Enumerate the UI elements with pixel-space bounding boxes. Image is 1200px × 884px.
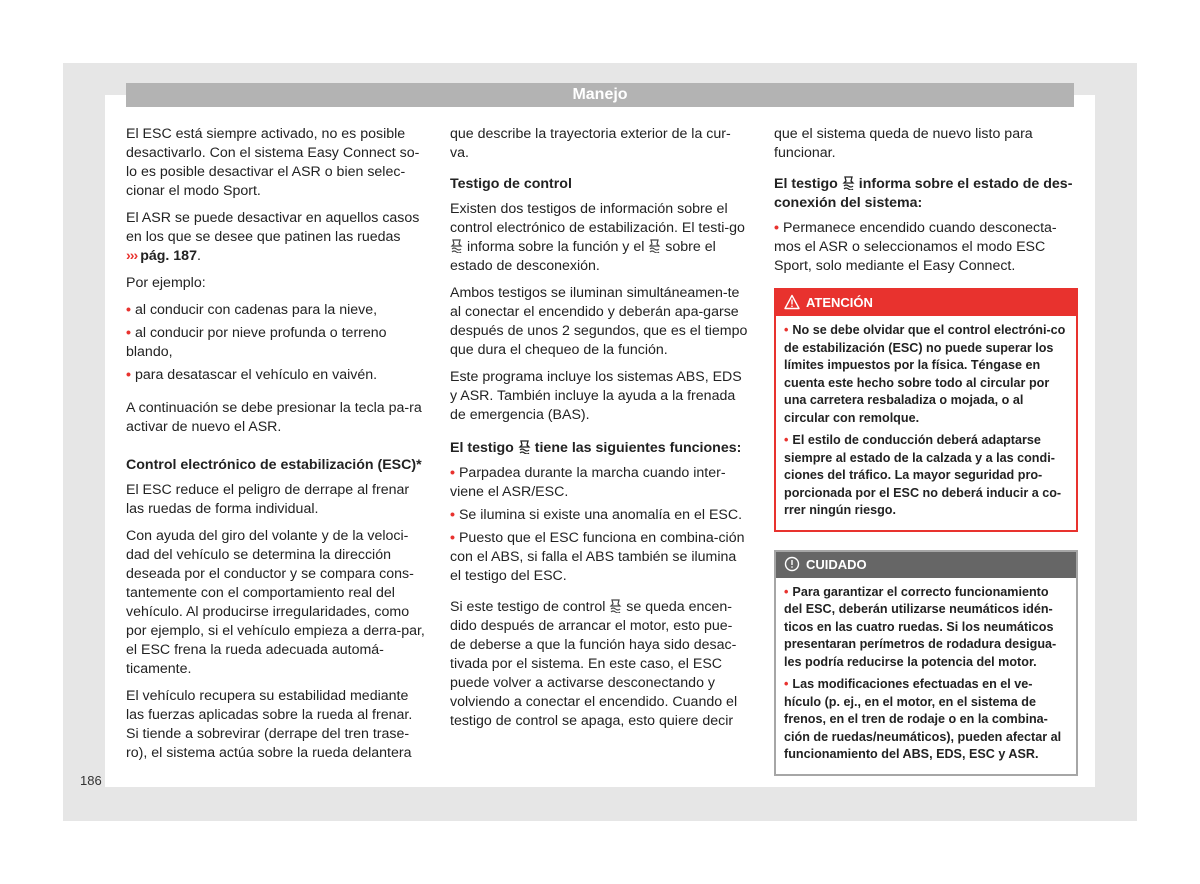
- paragraph: Existen dos testigos de información sobre el control electrónico de estabilización. El testi-go informa sobre la función y el sobre el estado de desconexión.: [450, 201, 745, 274]
- esc-off-light-icon: [648, 239, 661, 253]
- caution-item: • Las modificaciones efectuadas en el ve-hículo (p. ej., en el motor, en el sistema de frenos, en el tren de rodaje o en la combina-ción de ruedas/neumáticos), pueden afectar al funcionamiento del ABS, EDS, ESC y ASR.: [784, 676, 1068, 764]
- paragraph: que el sistema queda de nuevo listo para funcionar.: [774, 126, 1033, 161]
- warning-triangle-icon: [784, 294, 800, 310]
- chevron-icon: ›››: [126, 248, 138, 264]
- list-item: • Permanece encendido cuando desconecta-mos el ASR o seleccionamos el modo ESC Sport, solo mediante el Easy Connect.: [774, 219, 1074, 276]
- caution-item: • Para garantizar el correcto funcionamiento del ESC, deberán utilizarse neumáticos idén-ticos en las cuatro ruedas. Si los neumáticos presentaran perímetros de rodadura desigua-les podría reducirse la potencia del motor.: [784, 584, 1068, 672]
- section-heading: El testigo informa sobre el estado de des-conexión del sistema:: [774, 176, 1073, 211]
- paragraph: Ambos testigos se iluminan simultáneamen-te al conectar el encendido y deberán apa-garse después de unos 2 segundos, que es el tiempo que dura el chequeo de la función.: [450, 285, 748, 358]
- warning-item: • El estilo de conducción deberá adaptarse siempre al estado de la calzada y a las condi-ciones del tráfico. La mayor seguridad pro-porcionada por el ESC no deberá inducir a co-rrer ningún riesgo.: [784, 432, 1068, 520]
- list-item: • Se ilumina si existe una anomalía en el ESC.: [450, 506, 748, 525]
- list-item: • para desatascar el vehículo en vaivén.: [126, 366, 426, 385]
- list-item: • Puesto que el ESC funciona en combina-ción con el ABS, si falla el ABS también se ilumina el testigo del ESC.: [450, 529, 748, 586]
- paragraph: Con ayuda del giro del volante y de la veloci-dad del vehículo se determina la dirección deseada por el conductor y se compara cons-tantemente con el comportamiento real del vehículo. Al producirse irregularidades, como por ejemplo, si el vehículo empieza a derra-par, el ESC frena la rueda adecuada automá-ticamente.: [126, 528, 425, 677]
- caution-header: CUIDADO: [776, 552, 1076, 578]
- paragraph: A continuación se debe presionar la tecla pa-ra activar de nuevo el ASR.: [126, 400, 422, 435]
- paragraph: Por ejemplo:: [126, 275, 206, 291]
- column-3: [774, 125, 1074, 776]
- paragraph: El ESC está siempre activado, no es posible desactivarlo. Con el sistema Easy Connect so-lo es posible desactivar el ASR o bien selec-cionar el modo Sport.: [126, 126, 420, 199]
- warning-body: [776, 316, 1076, 530]
- paragraph: El ASR se puede desactivar en aquellos casos en los que se desee que patinen las ruedas ››› pág. 187.: [126, 210, 420, 264]
- caution-box: [774, 550, 1078, 776]
- list-item: • al conducir con cadenas para la nieve,: [126, 301, 426, 320]
- warning-item: • No se debe olvidar que el control electróni-co de estabilización (ESC) no puede superar los límites impuestos por la física. Téngase en cuenta este hecho sobre todo al circular por una carretera resbaladiza o mojada, o al circular con remolque.: [784, 322, 1068, 427]
- paragraph: Este programa incluye los sistemas ABS, EDS y ASR. También incluye la ayuda a la frenada de emergencia (BAS).: [450, 369, 742, 423]
- paragraph: El ESC reduce el peligro de derrape al frenar las ruedas de forma individual.: [126, 482, 410, 517]
- esc-off-light-icon: [842, 176, 855, 190]
- section-heading: Testigo de control: [450, 176, 572, 192]
- paragraph: El vehículo recupera su estabilidad mediante las fuerzas aplicadas sobre la rueda al frenar. Si tiende a sobrevirar (derrape del tren trase-ro), el sistema actúa sobre la rueda delantera: [126, 688, 413, 761]
- section-heading: Control electrónico de estabilización (ESC)*: [126, 457, 422, 473]
- section-header: Manejo: [126, 83, 1074, 107]
- esc-warning-light-icon: [609, 599, 622, 613]
- caution-body: [776, 578, 1076, 774]
- page-number: 186: [80, 773, 102, 788]
- warning-box: [774, 288, 1078, 532]
- list-item: • al conducir por nieve profunda o terreno blando,: [126, 324, 426, 362]
- warning-header: ATENCIÓN: [776, 290, 1076, 316]
- column-1: [126, 125, 426, 771]
- esc-warning-light-icon: [450, 239, 463, 253]
- list-item: • Parpadea durante la marcha cuando inter-viene el ASR/ESC.: [450, 464, 748, 502]
- column-2: [450, 125, 748, 739]
- info-circle-icon: [784, 556, 800, 572]
- paragraph: Si este testigo de control se queda encen-dido después de arrancar el motor, esto pue-de deberse a que la función haya sido desac-tivada por el sistema. En este caso, el ESC puede volver a activarse desconectando y volviendo a conectar el encendido. Cuando el testigo de control se apaga, esto quiere decir: [450, 599, 738, 729]
- esc-warning-light-icon: [518, 440, 531, 454]
- section-heading: El testigo tiene las siguientes funciones:: [450, 440, 742, 456]
- page-reference-link[interactable]: ››› pág. 187: [126, 248, 197, 264]
- paragraph: que describe la trayectoria exterior de la cur-va.: [450, 126, 731, 161]
